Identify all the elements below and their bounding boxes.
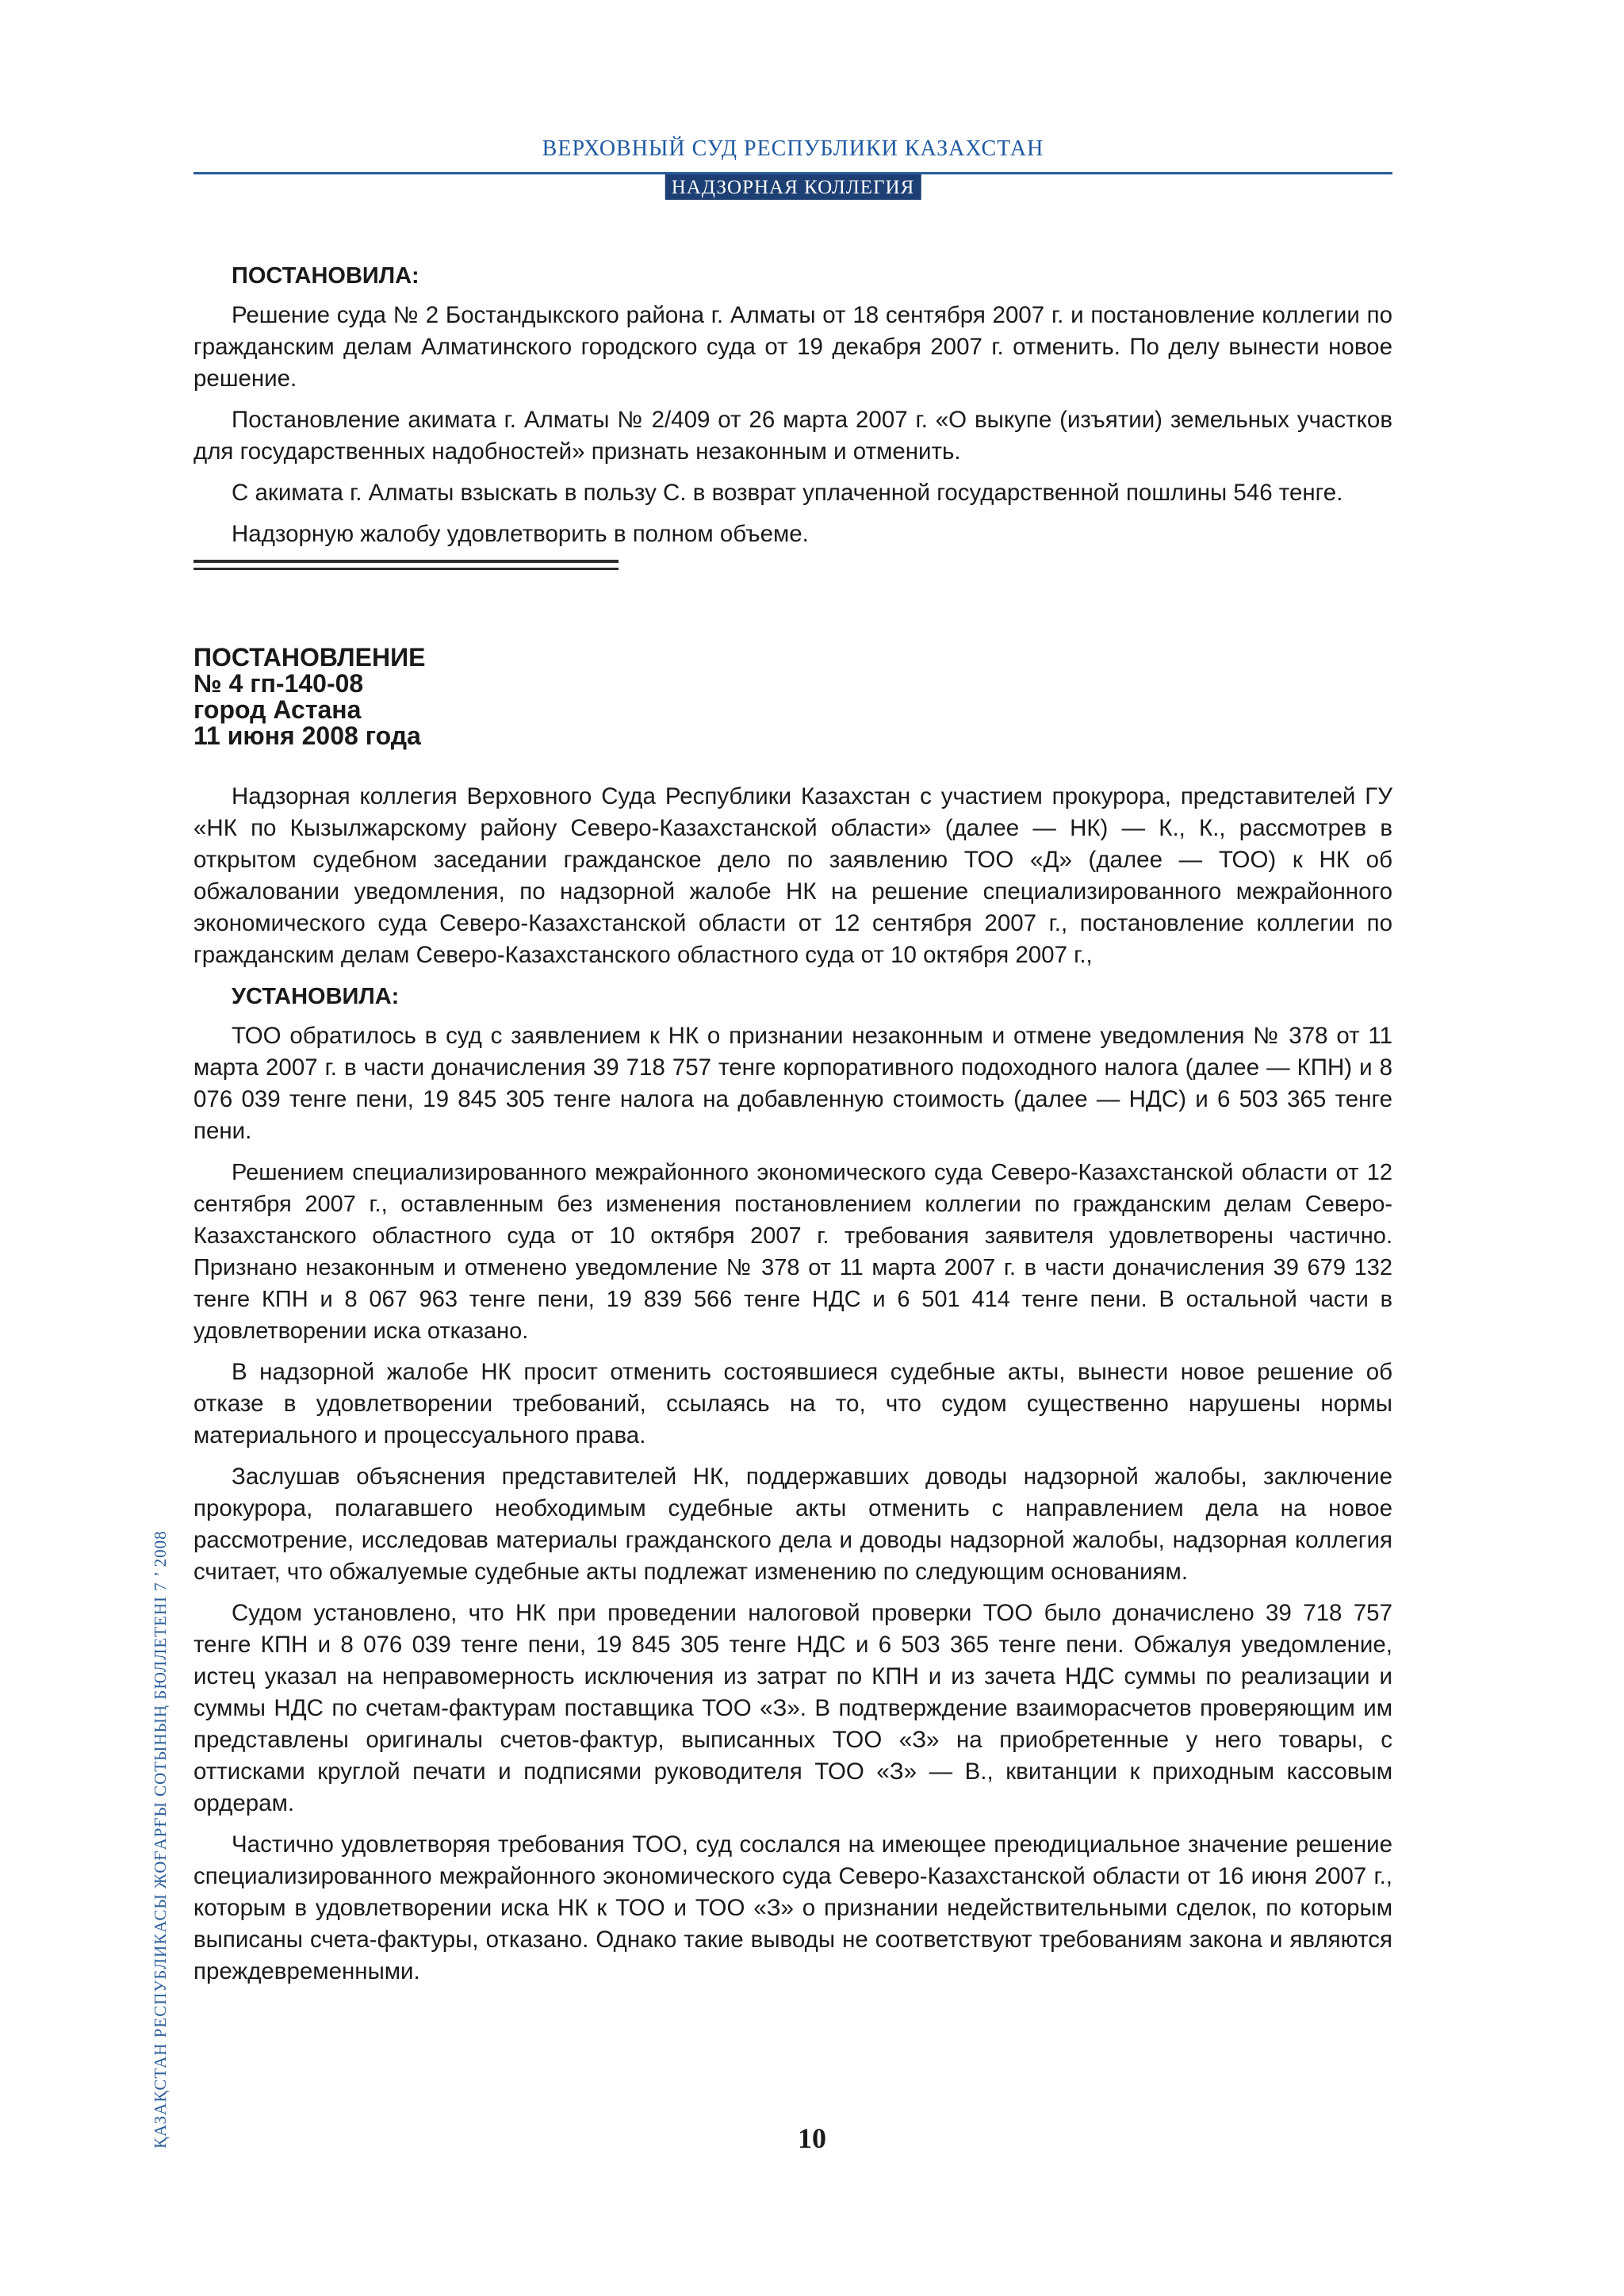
established-paragraph: Частично удовлетворяя требования ТОО, суд сослался на имеющее преюдициальное значение решение специализированного межрайонного экономического суда Северо-Казахстанской области от 16 июня 2007 г., которым в удовлетворении иска НК к ТОО и ТОО «З» о признании недействительными сделок, по которым выписаны счета-фактуры, отказано. Однако такие выводы не соответствуют требованиям закона и являются преждевременными. <box>193 1831 1392 1984</box>
section-divider <box>193 560 619 570</box>
resolution-number: № 4 гп-140-08 <box>193 669 364 698</box>
document-body <box>193 260 1392 1997</box>
established-heading: УСТАНОВИЛА: <box>232 984 400 1009</box>
established-paragraph: ТОО обратилось в суд с заявлением к НК о признании незаконным и отмене уведомления № 378 от 11 марта 2007 г. в части доначисления 39 718 757 тенге корпоративного подоходного налога (далее — КПН) и 8 076 039 тенге пени, 19 845 305 тенге налога на добавленную стоимость (далее — НДС) и 6 503 365 тенге пени. <box>193 1023 1392 1144</box>
established-section <box>193 981 1392 1988</box>
page-header <box>193 136 1392 200</box>
bulletin-side-label: ҚАЗАҚСТАН РЕСПУБЛИКАСЫ ЖОҒАРҒЫ СОТЫНЫҢ БЮЛЛЕТЕНІ 7 ’ 2008 <box>151 1530 170 2149</box>
divider-rule <box>193 560 619 563</box>
decision-paragraph: С акимата г. Алматы взыскать в пользу С. в возврат уплаченной государственной пошлины 546 тенге. <box>232 480 1343 506</box>
resolution-city: город Астана <box>193 695 362 724</box>
resolution-title: ПОСТАНОВЛЕНИЕ <box>193 643 426 672</box>
established-paragraph: В надзорной жалобе НК просит отменить состоявшиеся судебные акты, вынести новое решение об отказе в удовлетворении требований, ссылаясь на то, что судом существенно нарушены нормы материального и процессуального права. <box>193 1359 1392 1448</box>
intro-paragraph: Надзорная коллегия Верховного Суда Республики Казахстан с участием прокурора, представителей ГУ «НК по Кызылжарскому району Северо-Казахстанской области» (далее — НК) — К., К., рассмотрев в открытом судебном заседании гражданское дело по заявлению ТОО «Д» (далее — ТОО) к НК об обжаловании уведомления, по надзорной жалобе НК на решение специализированного межрайонного экономического суда Северо-Казахстанской области от 12 сентября 2007 г., постановление коллегии по гражданским делам Северо-Казахстанского областного суда от 10 октября 2007 г., <box>193 783 1392 968</box>
decision-paragraph: Решение суда № 2 Бостандыкского района г. Алматы от 18 сентября 2007 г. и постановление коллегии по гражданским делам Алматинского городского суда от 19 декабря 2007 г. отменить. По делу вынести новое решение. <box>193 302 1392 392</box>
resolution-header <box>193 645 1392 749</box>
court-name: ВЕРХОВНЫЙ СУД РЕСПУБЛИКИ КАЗАХСТАН <box>542 136 1044 161</box>
divider-rule <box>193 568 619 570</box>
resolution-date: 11 июня 2008 года <box>193 721 421 750</box>
decision-paragraph: Постановление акимата г. Алматы № 2/409 от 26 марта 2007 г. «О выкупе (изъятии) земельных участков для государственных надобностей» признать незаконным и отменить. <box>193 407 1392 465</box>
decision-heading: ПОСТАНОВИЛА: <box>232 263 419 289</box>
decision-paragraph: Надзорную жалобу удовлетворить в полном объеме. <box>232 521 809 547</box>
established-paragraph: Судом установлено, что НК при проведении налоговой проверки ТОО было доначислено 39 718 757 тенге КПН и 8 076 039 тенге пени, 19 845 305 тенге НДС и 6 503 365 тенге пени. Обжалуя уведомление, истец указал на неправомерность исключения из затрат по КПН и из зачета НДС суммы по реализации и суммы НДС по счетам-фактурам поставщика ТОО «З». В подтверждение взаиморасчетов проверяющим им представлены оригиналы счетов-фактур, выписанных ТОО «З» на приобретенные у него товары, с оттисками круглой печати и подписями руководителя ТОО «З» — В., квитанции к приходным кассовым ордерам. <box>193 1600 1392 1816</box>
page-number: 10 <box>798 2122 826 2154</box>
established-paragraph: Заслушав объяснения представителей НК, поддержавших доводы надзорной жалобы, заключение прокурора, полагавшего необходимым судебные акты отменить с направлением дела на новое рассмотрение, исследовав материалы гражданского дела и доводы надзорной жалобы, надзорная коллегия считает, что обжалуемые судебные акты подлежат изменению по следующим основаниям. <box>193 1464 1392 1585</box>
collegium-badge: НАДЗОРНАЯ КОЛЛЕГИЯ <box>665 174 921 200</box>
established-paragraph: Решением специализированного межрайонного экономического суда Северо-Казахстанской области от 12 сентября 2007 г., оставленным без изменения постановлением коллегии по гражданским делам Северо-Казахстанского областного суда от 10 октября 2007 г. требования заявителя удовлетворены частично. Признано незаконным и отменено уведомление № 378 от 11 марта 2007 г. в части доначисления 39 679 132 тенге КПН и 8 067 963 тенге пени, 19 839 566 тенге НДС и 6 501 414 тенге пени. В остальной части в удовлетворении иска отказано. <box>193 1160 1392 1344</box>
decision-section <box>193 260 1392 550</box>
